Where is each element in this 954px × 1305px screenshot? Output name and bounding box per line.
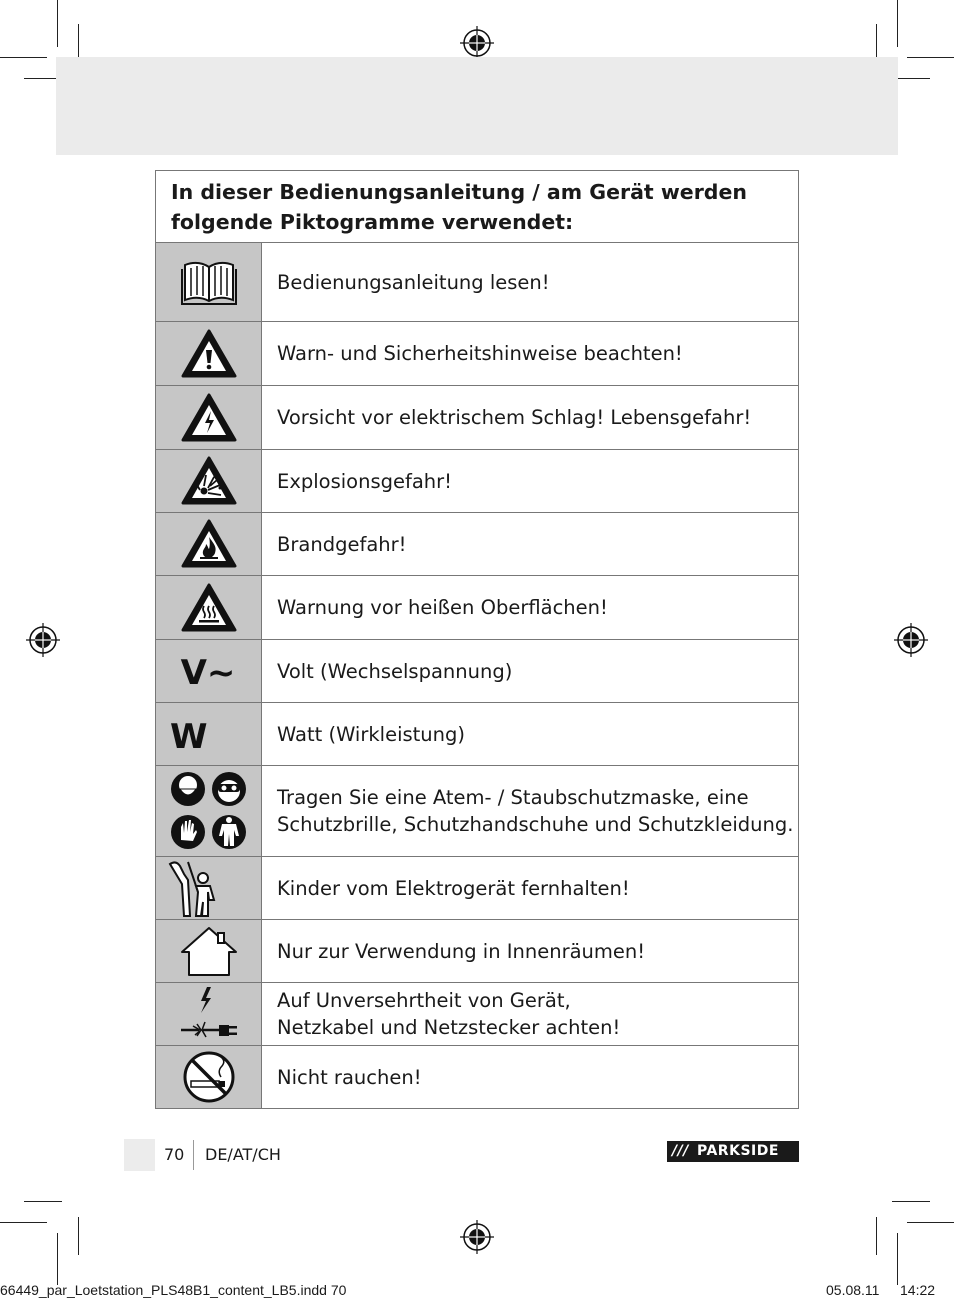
table-row — [156, 983, 799, 1046]
pictogram-table — [155, 170, 799, 1109]
row-text — [262, 983, 799, 1046]
logo-text: PARKSIDE — [697, 1143, 779, 1159]
svg-text:V~: V~ — [180, 653, 235, 691]
crop-mark — [78, 24, 79, 60]
hot-surface-warning-icon — [156, 576, 262, 640]
table-row — [156, 322, 799, 386]
table-row — [156, 386, 799, 450]
row-text: Brandgefahr! — [262, 513, 799, 576]
row-text: Bedienungsanleitung lesen! — [262, 243, 799, 322]
row-text: Warnung vor heißen Oberflächen! — [262, 576, 799, 640]
registration-mark-icon — [460, 26, 494, 60]
watt-symbol — [156, 703, 262, 766]
parkside-logo — [667, 1141, 799, 1162]
protective-clothing-icon — [212, 815, 246, 849]
table-row — [156, 513, 799, 576]
table-header-row — [156, 171, 799, 243]
table-row — [156, 243, 799, 322]
crop-mark — [907, 1222, 954, 1223]
crop-mark — [892, 1201, 930, 1202]
crop-mark — [0, 57, 47, 58]
page-number: 70 — [164, 1145, 185, 1164]
table-row — [156, 576, 799, 640]
keep-children-away-icon — [156, 857, 262, 920]
row-text-line-2: Netzkabel und Netzstecker achten! — [277, 1016, 621, 1039]
table-title: In dieser Bedienungsanleitung / am Gerät werden folgende Piktogramme verwendet: — [156, 171, 799, 243]
warning-exclamation-icon — [156, 322, 262, 386]
fire-warning-icon — [156, 513, 262, 576]
crop-mark — [876, 24, 877, 60]
crop-mark — [876, 1217, 877, 1255]
slug-date: 05.08.11 — [826, 1282, 880, 1298]
slug-file-info: 66449_par_Loetstation_PLS48B1_content_LB5.indd 70 — [0, 1282, 347, 1298]
row-text: Kinder vom Elektrogerät fernhalten! — [262, 857, 799, 920]
crop-mark — [0, 1222, 47, 1223]
table-row — [156, 703, 799, 766]
registration-mark-icon — [26, 623, 60, 657]
crop-mark — [24, 78, 60, 79]
table-row — [156, 920, 799, 983]
table-row — [156, 640, 799, 703]
crop-mark — [897, 1233, 898, 1285]
table-row — [156, 857, 799, 920]
manual-book-icon — [156, 243, 262, 322]
header-band — [56, 57, 898, 155]
slug-time: 14:22 — [900, 1282, 936, 1298]
row-text: Nicht rauchen! — [262, 1046, 799, 1109]
row-text: Volt (Wechselspannung) — [262, 640, 799, 703]
registration-mark-icon — [894, 623, 928, 657]
row-text-line-1: Auf Unversehrtheit von Gerät, — [277, 989, 571, 1012]
row-text: Watt (Wirkleistung) — [262, 703, 799, 766]
row-text: Nur zur Verwendung in Innenräumen! — [262, 920, 799, 983]
crop-mark — [907, 57, 954, 58]
table-row — [156, 1046, 799, 1109]
explosion-warning-icon — [156, 450, 262, 513]
crop-mark — [897, 0, 898, 47]
safety-goggles-icon — [212, 772, 246, 806]
row-text-line-1: Tragen Sie eine Atem- / Staubschutzmaske, eine — [277, 786, 749, 809]
logo-slashes: /// — [672, 1143, 689, 1159]
crop-mark — [24, 1201, 62, 1202]
crop-mark — [78, 1217, 79, 1255]
table-row — [156, 766, 799, 857]
region-label: DE/AT/CH — [205, 1145, 281, 1164]
footer-box — [124, 1139, 155, 1171]
registration-mark-icon — [460, 1220, 494, 1254]
row-text: Vorsicht vor elektrischem Schlag! Lebensgefahr! — [262, 386, 799, 450]
indoor-house-icon — [156, 920, 262, 983]
electric-shock-warning-icon — [156, 386, 262, 450]
crop-mark — [57, 1233, 58, 1285]
row-text — [262, 766, 799, 857]
svg-text:W: W — [170, 717, 208, 754]
protective-equipment-icons — [156, 766, 262, 857]
no-smoking-icon — [156, 1046, 262, 1109]
damaged-cable-plug-icon — [156, 983, 262, 1046]
row-text: Warn- und Sicherheitshinweise beachten! — [262, 322, 799, 386]
row-text-line-2: Schutzbrille, Schutzhandschuhe und Schutzkleidung. — [277, 813, 794, 836]
table-row — [156, 450, 799, 513]
row-text: Explosionsgefahr! — [262, 450, 799, 513]
protective-gloves-icon — [171, 815, 205, 849]
volt-ac-symbol — [156, 640, 262, 703]
footer-divider — [193, 1140, 194, 1170]
respirator-mask-icon — [171, 772, 205, 806]
crop-mark — [57, 0, 58, 47]
